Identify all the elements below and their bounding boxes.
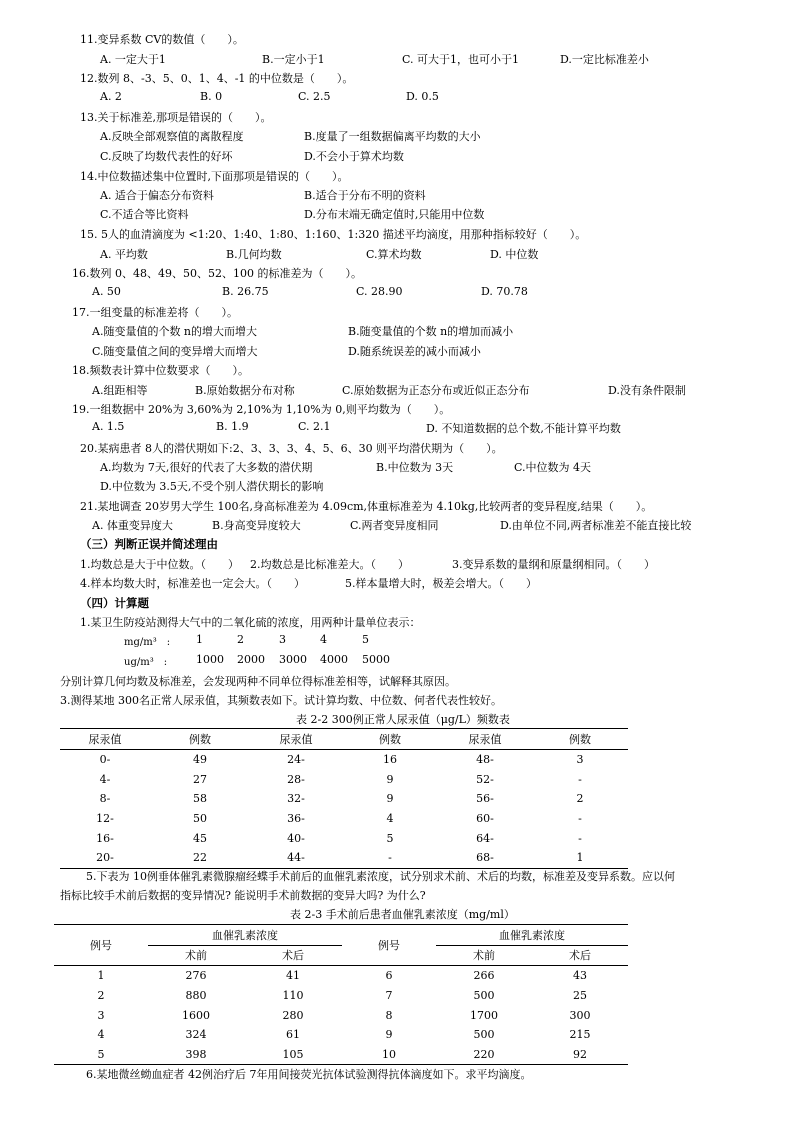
table-cell: 43 xyxy=(573,969,587,983)
q14-option-c: C.不适合等比资料 xyxy=(100,208,189,221)
q11-option-c: C. 可大于1，也可小于1 xyxy=(402,53,520,66)
table1-header: 尿汞值 xyxy=(250,729,342,750)
table-cell: 398 xyxy=(185,1047,207,1061)
q12-stem: 12.数列 8、-3、5、0、1、4、-1 的中位数是（ ）。 xyxy=(80,72,354,85)
q16-option-d: D. 70.78 xyxy=(481,285,528,298)
section-3-title: （三）判断正误并简述理由 xyxy=(80,537,218,551)
table-row xyxy=(60,809,628,829)
q20-option-a: A.均数为 7天,很好的代表了大多数的潜伏期 xyxy=(100,461,313,474)
table-cell: 4- xyxy=(99,772,111,786)
table-cell: 3 xyxy=(576,753,584,767)
table-cell: 16- xyxy=(96,831,114,845)
q17-option-a: A.随变量值的个数 n的增大而增大 xyxy=(92,325,258,338)
table1-caption: 表 2-2 300例正常人尿汞值（μg/L）频数表 xyxy=(296,713,510,726)
q11-stem: 11.变异系数 CV的数值（ ）。 xyxy=(80,33,244,46)
judge-item-2: 2.均数总是比标准差大。（ ） xyxy=(250,558,409,571)
q15-option-c: C.算术均数 xyxy=(366,248,422,261)
calc-q5-line2: 指标比较手术前后数据的变异情况? 能说明手术前数据的变异大吗? 为什么? xyxy=(60,889,426,902)
table1-header: 例数 xyxy=(342,729,438,750)
q21-stem: 21.某地调查 20岁男大学生 100名,身高标准差为 4.09cm,体重标准差为 4.10kg,比较两者的变异程度,结果（ ）。 xyxy=(80,500,653,513)
section-4-title: （四）计算题 xyxy=(80,596,149,610)
table-cell: 215 xyxy=(569,1028,591,1042)
table-cell: 6 xyxy=(385,969,393,983)
table-cell: 5 xyxy=(97,1047,105,1061)
q11-option-d: D.一定比标准差小 xyxy=(560,53,649,66)
prolactin-group-header: 血催乳素浓度 xyxy=(148,925,342,946)
mg-value: 2 xyxy=(237,633,244,646)
table-cell: 44- xyxy=(287,851,305,865)
table1-header: 尿汞值 xyxy=(60,729,150,750)
calc-q1: 1.某卫生防疫站测得大气中的二氧化硫的浓度，用两种计量单位表示： xyxy=(80,616,421,629)
q18-option-b: B.原始数据分布对称 xyxy=(195,384,295,397)
q20-option-c: C.中位数为 4天 xyxy=(514,461,592,474)
table-cell: 92 xyxy=(573,1047,587,1061)
q14-option-a: A. 适合于偏态分布资料 xyxy=(100,189,214,202)
table-cell: 5 xyxy=(386,831,394,845)
q20-option-d: D.中位数为 3.5天,不受个别人潜伏期长的影响 xyxy=(100,480,324,493)
table-cell: 1600 xyxy=(182,1008,210,1022)
table-cell: 32- xyxy=(287,792,305,806)
table-cell: 110 xyxy=(282,989,304,1003)
table-cell: 24- xyxy=(287,753,305,767)
ug-value: 1000 xyxy=(196,653,224,666)
q15-option-a: A. 平均数 xyxy=(100,248,148,261)
q13-option-c: C.反映了均数代表性的好坏 xyxy=(100,150,233,163)
table-cell: 10 xyxy=(382,1047,396,1061)
case-number-header: 例号 xyxy=(342,925,436,966)
table1-header: 例数 xyxy=(150,729,250,750)
q16-stem: 16.数列 0、48、49、50、52、100 的标准差为（ ）。 xyxy=(72,267,362,280)
table-cell: 28- xyxy=(287,772,305,786)
q11-option-a: A. 一定大于1 xyxy=(100,53,166,66)
q12-option-a: A. 2 xyxy=(100,90,122,103)
q20-stem: 20.某病患者 8人的潜伏期如下:2、3、3、3、4、5、6、30 则平均潜伏期为（ ）。 xyxy=(80,442,503,455)
table-cell: 220 xyxy=(473,1047,495,1061)
table-cell: 20- xyxy=(96,851,114,865)
case-number-header: 例号 xyxy=(54,925,148,966)
table-cell: 7 xyxy=(385,989,393,1003)
table-cell: 36- xyxy=(287,812,305,826)
table-cell: 9 xyxy=(386,772,394,786)
table-cell: 48- xyxy=(476,753,494,767)
table-cell: 500 xyxy=(473,989,495,1003)
table-cell: 16 xyxy=(383,753,397,767)
table-cell: 60- xyxy=(476,812,494,826)
table-cell: 68- xyxy=(476,851,494,865)
table-cell: 8 xyxy=(385,1008,393,1022)
q17-option-d: D.随系统误差的减小而减小 xyxy=(348,345,481,358)
prolactin-table xyxy=(54,924,628,1065)
q12-option-c: C. 2.5 xyxy=(298,90,331,103)
table-cell: 22 xyxy=(193,851,207,865)
q19-option-c: C. 2.1 xyxy=(298,420,331,433)
table-row xyxy=(54,966,628,986)
q21-option-a: A. 体重变异度大 xyxy=(92,519,173,532)
table-cell: 0- xyxy=(99,753,111,767)
table-cell: 58 xyxy=(193,792,207,806)
judge-item-3: 3.变异系数的量纲和原量纲相同。（ ） xyxy=(452,558,655,571)
table-cell: 9 xyxy=(386,792,394,806)
table-cell: 25 xyxy=(573,989,587,1003)
unit-ug: ug/m³ : xyxy=(124,657,168,668)
table-cell: 50 xyxy=(193,812,207,826)
ug-value: 4000 xyxy=(320,653,348,666)
judge-item-1: 1.均数总是大于中位数。（ ） xyxy=(80,558,239,571)
table-row xyxy=(54,1025,628,1045)
q16-option-c: C. 28.90 xyxy=(356,285,403,298)
table-cell: 49 xyxy=(193,753,207,767)
frequency-table xyxy=(60,728,628,869)
q14-option-b: B.适合于分布不明的资料 xyxy=(304,189,426,202)
ug-value: 5000 xyxy=(362,653,390,666)
table-cell: 500 xyxy=(473,1028,495,1042)
q13-stem: 13.关于标准差,那项是错误的（ ）。 xyxy=(80,111,272,124)
table-cell: 3 xyxy=(97,1008,105,1022)
table-cell: 2 xyxy=(97,989,105,1003)
table-cell: 56- xyxy=(476,792,494,806)
q18-stem: 18.频数表计算中位数要求（ ）。 xyxy=(72,364,249,377)
calc-q1-continued: 分别计算几何均数及标准差，会发现两种不同单位得标准差相等，试解释其原因。 xyxy=(60,675,456,688)
table-row xyxy=(54,1005,628,1025)
table-row xyxy=(60,828,628,848)
judge-item-4: 4.样本均数大时，标准差也一定会大。（ ） xyxy=(80,577,305,590)
q11-option-b: B.一定小于1 xyxy=(262,53,325,66)
table-cell: 1700 xyxy=(470,1008,498,1022)
q14-stem: 14.中位数描述集中位置时,下面那项是错误的（ ）。 xyxy=(80,170,349,183)
after-surgery-header: 术后 xyxy=(244,945,342,966)
q16-option-b: B. 26.75 xyxy=(222,285,269,298)
mg-value: 5 xyxy=(362,633,369,646)
q17-option-c: C.随变量值之间的变异增大而增大 xyxy=(92,345,258,358)
table-row xyxy=(60,789,628,809)
table-row xyxy=(60,770,628,790)
q13-option-a: A.反映全部观察值的离散程度 xyxy=(100,130,244,143)
table-cell: 41 xyxy=(286,969,300,983)
table-cell: 1 xyxy=(576,851,584,865)
after-surgery-header: 术后 xyxy=(532,945,628,966)
q12-option-d: D. 0.5 xyxy=(406,90,439,103)
table-cell: 1 xyxy=(97,969,105,983)
q18-option-d: D.没有条件限制 xyxy=(608,384,686,397)
q19-stem: 19.一组数据中 20%为 3,60%为 2,10%为 1,10%为 0,则平均数为（ ）。 xyxy=(72,403,451,416)
table-cell: 280 xyxy=(282,1008,304,1022)
mg-value: 3 xyxy=(279,633,286,646)
q16-option-a: A. 50 xyxy=(92,285,121,298)
table-cell: 27 xyxy=(193,772,207,786)
q20-option-b: B.中位数为 3天 xyxy=(376,461,454,474)
table-row xyxy=(54,1045,628,1065)
q19-option-b: B. 1.9 xyxy=(216,420,249,433)
q13-option-d: D.不会小于算术均数 xyxy=(304,150,404,163)
table-cell: 4 xyxy=(386,812,394,826)
table-cell: 2 xyxy=(576,792,584,806)
q15-option-b: B.几何均数 xyxy=(226,248,282,261)
prolactin-group-header: 血催乳素浓度 xyxy=(436,925,628,946)
table-cell: 61 xyxy=(286,1028,300,1042)
table-row xyxy=(60,848,628,868)
table-cell: - xyxy=(388,851,392,865)
unit-mg: mg/m³ : xyxy=(124,637,171,648)
q13-option-b: B.度量了一组数据偏离平均数的大小 xyxy=(304,130,481,143)
table-cell: 300 xyxy=(569,1008,591,1022)
calc-q5-line1: 5.下表为 10例垂体催乳素微腺瘤经蝶手术前后的血催乳素浓度，试分别求术前、术后的均数，标准差及变异系数。应以何 xyxy=(86,870,675,883)
table-cell: 4 xyxy=(97,1028,105,1042)
table-cell: 52- xyxy=(476,772,494,786)
q14-option-d: D.分布末端无确定值时,只能用中位数 xyxy=(304,208,485,221)
q17-stem: 17.一组变量的标准差将（ ）。 xyxy=(72,306,238,319)
q18-option-c: C.原始数据为正态分布或近似正态分布 xyxy=(342,384,530,397)
table-cell: 9 xyxy=(385,1028,393,1042)
table-cell: 45 xyxy=(193,831,207,845)
table-cell: 324 xyxy=(185,1028,207,1042)
table-row xyxy=(60,750,628,770)
q21-option-b: B.身高变异度较大 xyxy=(212,519,301,532)
q15-option-d: D. 中位数 xyxy=(490,248,539,261)
table-cell: 40- xyxy=(287,831,305,845)
before-surgery-header: 术前 xyxy=(148,945,244,966)
q19-option-d: D. 不知道数据的总个数,不能计算平均数 xyxy=(426,422,621,435)
calc-q3: 3.测得某地 300名正常人尿汞值，其频数表如下。试计算均数、中位数、何者代表性较好。 xyxy=(60,694,502,707)
q19-option-a: A. 1.5 xyxy=(92,420,125,433)
table1-header: 例数 xyxy=(532,729,628,750)
q17-option-b: B.随变量值的个数 n的增加而减小 xyxy=(348,325,514,338)
q12-option-b: B. 0 xyxy=(200,90,223,103)
q21-option-d: D.由单位不同,两者标准差不能直接比较 xyxy=(500,519,692,532)
table-cell: - xyxy=(578,831,582,845)
table2-caption: 表 2-3 手术前后患者血催乳素浓度（mg/ml） xyxy=(290,908,515,921)
q21-option-c: C.两者变异度相同 xyxy=(350,519,439,532)
q18-option-a: A.组距相等 xyxy=(92,384,148,397)
table-cell: 266 xyxy=(473,969,495,983)
table-cell: 8- xyxy=(99,792,111,806)
mg-value: 1 xyxy=(196,633,203,646)
table-cell: 105 xyxy=(282,1047,304,1061)
calc-q6: 6.某地微丝蚴血症者 42例治疗后 7年用间接荧光抗体试验测得抗体滴度如下。求平均滴度。 xyxy=(86,1068,532,1081)
table-cell: 64- xyxy=(476,831,494,845)
before-surgery-header: 术前 xyxy=(436,945,532,966)
ug-value: 3000 xyxy=(279,653,307,666)
table-cell: 276 xyxy=(185,969,207,983)
q15-stem: 15. 5人的血清滴度为 <1:20、1:40、1:80、1:160、1:320 描述平均滴度，用那种指标较好（ ）。 xyxy=(80,228,587,241)
table-cell: - xyxy=(578,772,582,786)
mg-value: 4 xyxy=(320,633,327,646)
table-row xyxy=(54,986,628,1006)
judge-item-5: 5.样本量增大时，极差会增大。（ ） xyxy=(345,577,537,590)
table-cell: 12- xyxy=(96,812,114,826)
table1-header: 尿汞值 xyxy=(438,729,532,750)
table-cell: - xyxy=(578,812,582,826)
table-cell: 880 xyxy=(185,989,207,1003)
ug-value: 2000 xyxy=(237,653,265,666)
